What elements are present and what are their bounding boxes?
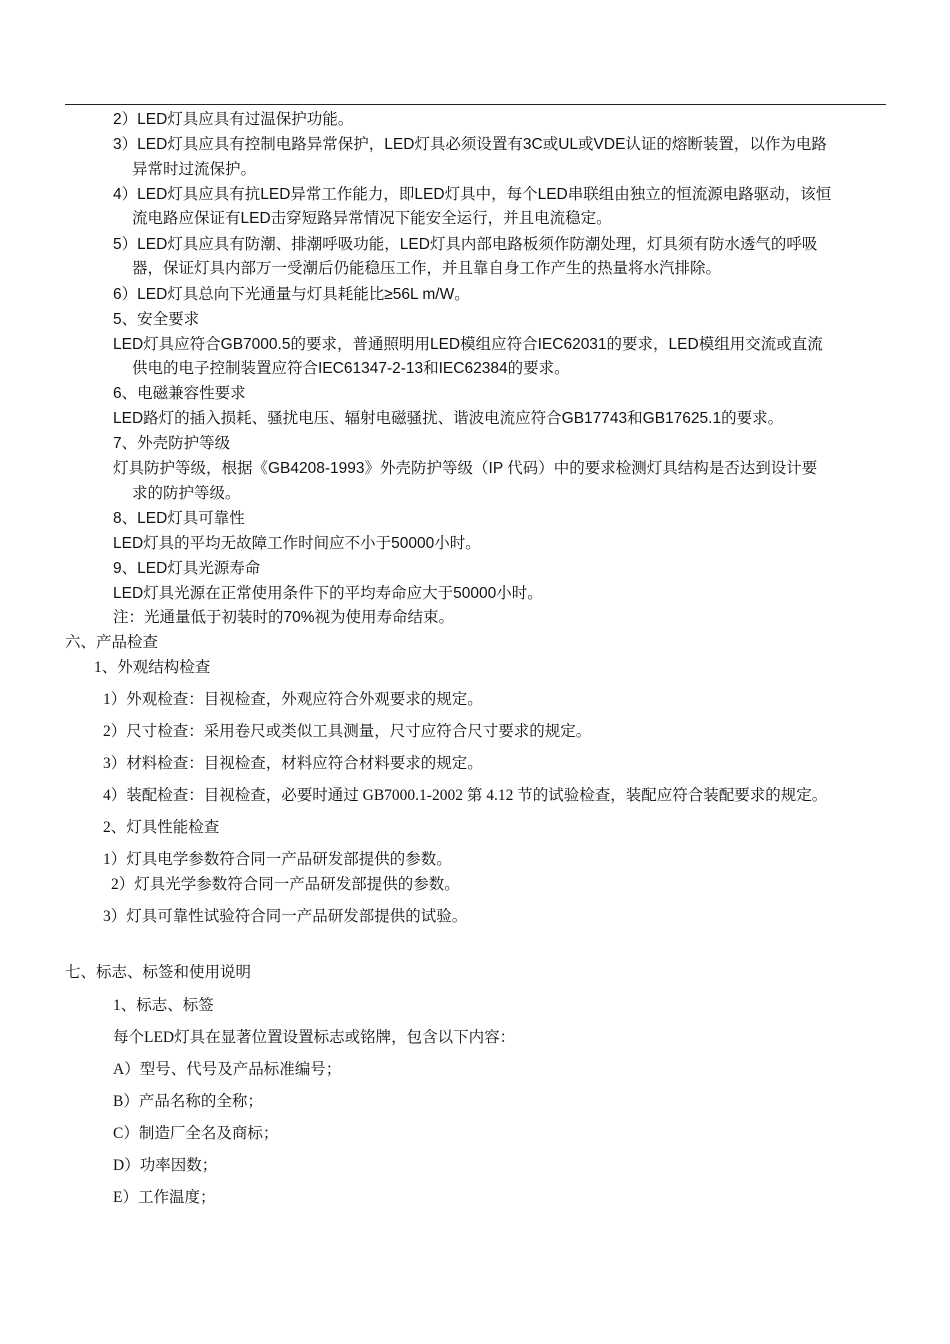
- text-line: 5）LED灯具应具有防潮、排潮呼吸功能，LED灯具内部电路板须作防潮处理，灯具须有防水透气的呼吸: [113, 236, 818, 253]
- list-item: C）制造厂全名及商标；: [113, 1125, 279, 1142]
- header-rule: [65, 104, 886, 105]
- text-line: 流电路应保证有LED击穿短路异常情况下能安全运行，并且电流稳定。: [132, 210, 612, 227]
- text-line: LED灯具的平均无故障工作时间应不小于50000小时。: [113, 535, 481, 552]
- text-line: 2）尺寸检查：采用卷尺或类似工具测量，尺寸应符合尺寸要求的规定。: [103, 723, 592, 740]
- text-line: 供电的电子控制装置应符合IEC61347-2-13和IEC62384的要求。: [132, 360, 570, 377]
- text-line: LED灯具光源在正常使用条件下的平均寿命应大于50000小时。: [113, 585, 543, 602]
- text-line: 4）装配检查：目视检查，必要时通过 GB7000.1-2002 第 4.12 节的试验检查，装配应符合装配要求的规定。: [103, 787, 828, 804]
- text-line: 每个LED灯具在显著位置设置标志或铭牌，包含以下内容：: [113, 1029, 516, 1046]
- text-line: 1）灯具电学参数符合同一产品研发部提供的参数。: [103, 851, 452, 868]
- section-heading: 5、安全要求: [113, 311, 200, 328]
- text-line: 3）灯具可靠性试验符合同一产品研发部提供的试验。: [103, 908, 468, 925]
- text-line: 3）材料检查：目视检查，材料应符合材料要求的规定。: [103, 755, 483, 772]
- list-item: B）产品名称的全称；: [113, 1093, 263, 1110]
- text-line: 器，保证灯具内部万一受潮后仍能稳压工作，并且靠自身工作产生的热量将水汽排除。: [132, 260, 722, 277]
- text-line: 4）LED灯具应具有抗LED异常工作能力，即LED灯具中，每个LED串联组由独立的恒流源电路驱动，该恒: [113, 186, 832, 203]
- text-line: 2）灯具光学参数符合同一产品研发部提供的参数。: [111, 876, 460, 893]
- chapter-heading: 七、标志、标签和使用说明: [65, 964, 252, 981]
- text-line: 3）LED灯具应具有控制电路异常保护，LED灯具必须设置有3C或UL或VDE认证的熔断装置，以作为电路: [113, 136, 827, 153]
- list-item: E）工作温度；: [113, 1189, 216, 1206]
- section-heading: 8、LED灯具可靠性: [113, 510, 245, 527]
- text-line: LED路灯的插入损耗、骚扰电压、辐射电磁骚扰、谐波电流应符合GB17743和GB17625.1的要求。: [113, 410, 784, 427]
- section-heading: 6、电磁兼容性要求: [113, 385, 246, 402]
- chapter-heading: 六、产品检查: [65, 634, 159, 651]
- text-line: 灯具防护等级，根据《GB4208-1993》外壳防护等级（IP 代码）中的要求检测灯具结构是否达到设计要: [113, 460, 818, 477]
- list-item: D）功率因数；: [113, 1157, 218, 1174]
- text-line: 异常时过流保护。: [132, 161, 257, 178]
- section-heading: 7、外壳防护等级: [113, 435, 231, 452]
- section-heading: 9、LED灯具光源寿命: [113, 560, 261, 577]
- section-heading: 1、标志、标签: [113, 997, 214, 1014]
- section-heading: 2、灯具性能检查: [103, 819, 220, 836]
- text-line: LED灯具应符合GB7000.5的要求，普通照明用LED模组应符合IEC62031的要求，LED模组用交流或直流: [113, 336, 823, 353]
- text-line: 1）外观检查：目视检查，外观应符合外观要求的规定。: [103, 691, 483, 708]
- note-line: 注：光通量低于初装时的70%视为使用寿命结束。: [113, 609, 455, 626]
- text-line: 6）LED灯具总向下光通量与灯具耗能比≥56L m/W。: [113, 286, 470, 303]
- section-heading: 1、外观结构检查: [94, 659, 211, 676]
- text-line: 求的防护等级。: [132, 485, 241, 502]
- text-line: 2）LED灯具应具有过温保护功能。: [113, 111, 354, 128]
- list-item: A）型号、代号及产品标准编号；: [113, 1061, 342, 1078]
